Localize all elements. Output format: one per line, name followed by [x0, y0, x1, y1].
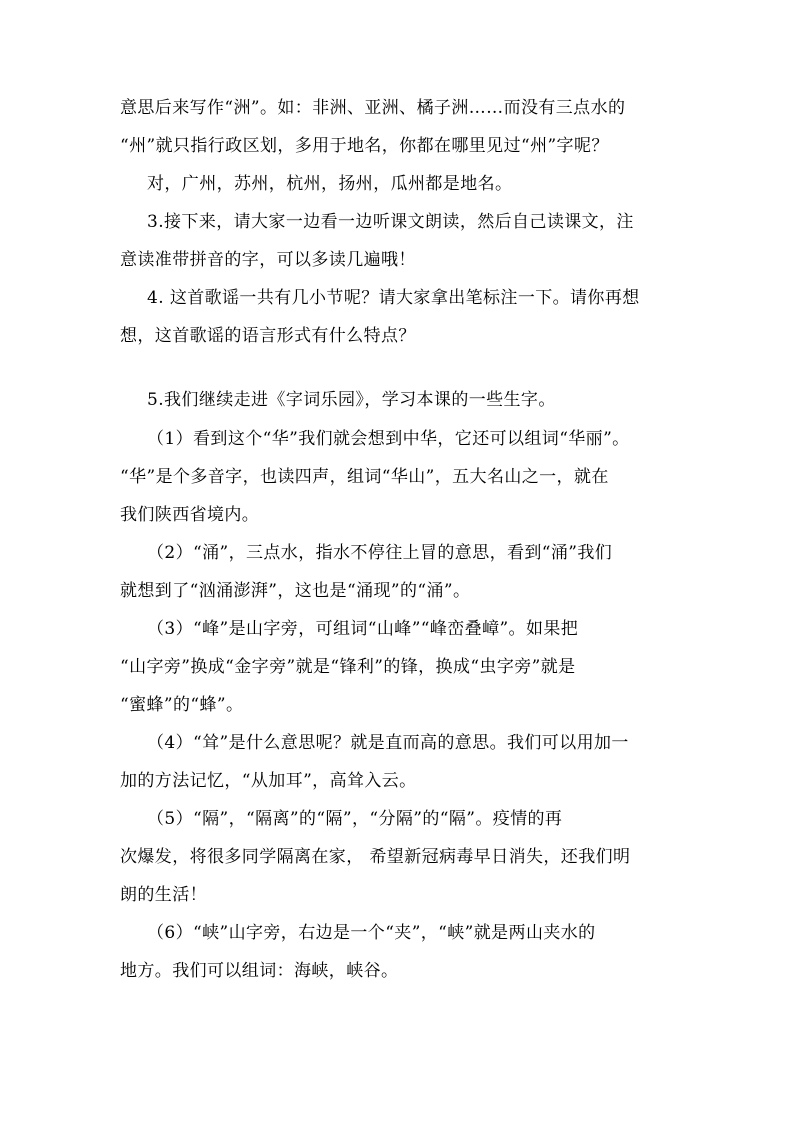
paragraph-line: （1）看到这个“华”我们就会想到中华，它还可以组词“华丽”。: [147, 429, 630, 449]
paragraph-line: 4. 这首歌谣一共有几小节呢？请大家拿出笔标注一下。请你再想: [147, 288, 640, 308]
paragraph-line: 想，这首歌谣的语言形式有什么特点？: [120, 326, 416, 346]
paragraph-line: “州”就只指行政区划，多用于地名，你都在哪里见过“州”字呢？: [120, 136, 609, 156]
paragraph-line: 5.我们继续走进《字词乐园》，学习本课的一些生字。: [147, 390, 556, 410]
paragraph-line: 意读准带拼音的字，可以多读几遍哦！: [120, 250, 416, 270]
paragraph-line: “蜜蜂”的“蜂”。: [120, 695, 244, 715]
paragraph-line: （6）“峡”山字旁，右边是一个“夹”，“峡”就是两山夹水的: [147, 923, 596, 943]
paragraph-line: 我们陕西省境内。: [120, 505, 260, 525]
paragraph-line: （4）“耸”是什么意思呢？就是直而高的意思。我们可以用加一: [147, 733, 629, 753]
paragraph-line: （3）“峰”是山字旁，可组词“山峰”“峰峦叠嶂”。如果把: [147, 619, 579, 639]
paragraph-line: （5）“隔”，“隔离”的“隔”，“分隔”的“隔”。疫情的再: [147, 809, 563, 829]
paragraph-line: 朗的生活！: [120, 885, 207, 905]
paragraph-line: 地方。我们可以组词：海峡，峡谷。: [120, 961, 399, 981]
paragraph-line: “山字旁”换成“金字旁”就是“锋利”的锋，换成“虫字旁”就是: [120, 657, 576, 677]
paragraph-line: 对，广州，苏州，杭州，扬州，瓜州都是地名。: [147, 174, 513, 194]
paragraph-line: 意思后来写作“洲”。如：非洲、亚洲、橘子洲……而没有三点水的: [120, 98, 626, 118]
paragraph-line: 次爆发，将很多同学隔离在家， 希望新冠病毒早日消失，还我们明: [120, 847, 631, 867]
paragraph-line: “华”是个多音字，也读四声，组词“华山”，五大名山之一，就在: [120, 467, 609, 487]
paragraph-line: 3.接下来，请大家一边看一边听课文朗读，然后自己读课文，注: [147, 212, 634, 232]
paragraph-line: （2）“涌”，三点水，指水不停往上冒的意思，看到“涌”我们: [147, 543, 613, 563]
paragraph-line: 加的方法记忆，“从加耳”，高耸入云。: [120, 771, 417, 791]
paragraph-line: 就想到了“汹涌澎湃”，这也是“涌现”的“涌”。: [120, 581, 471, 601]
